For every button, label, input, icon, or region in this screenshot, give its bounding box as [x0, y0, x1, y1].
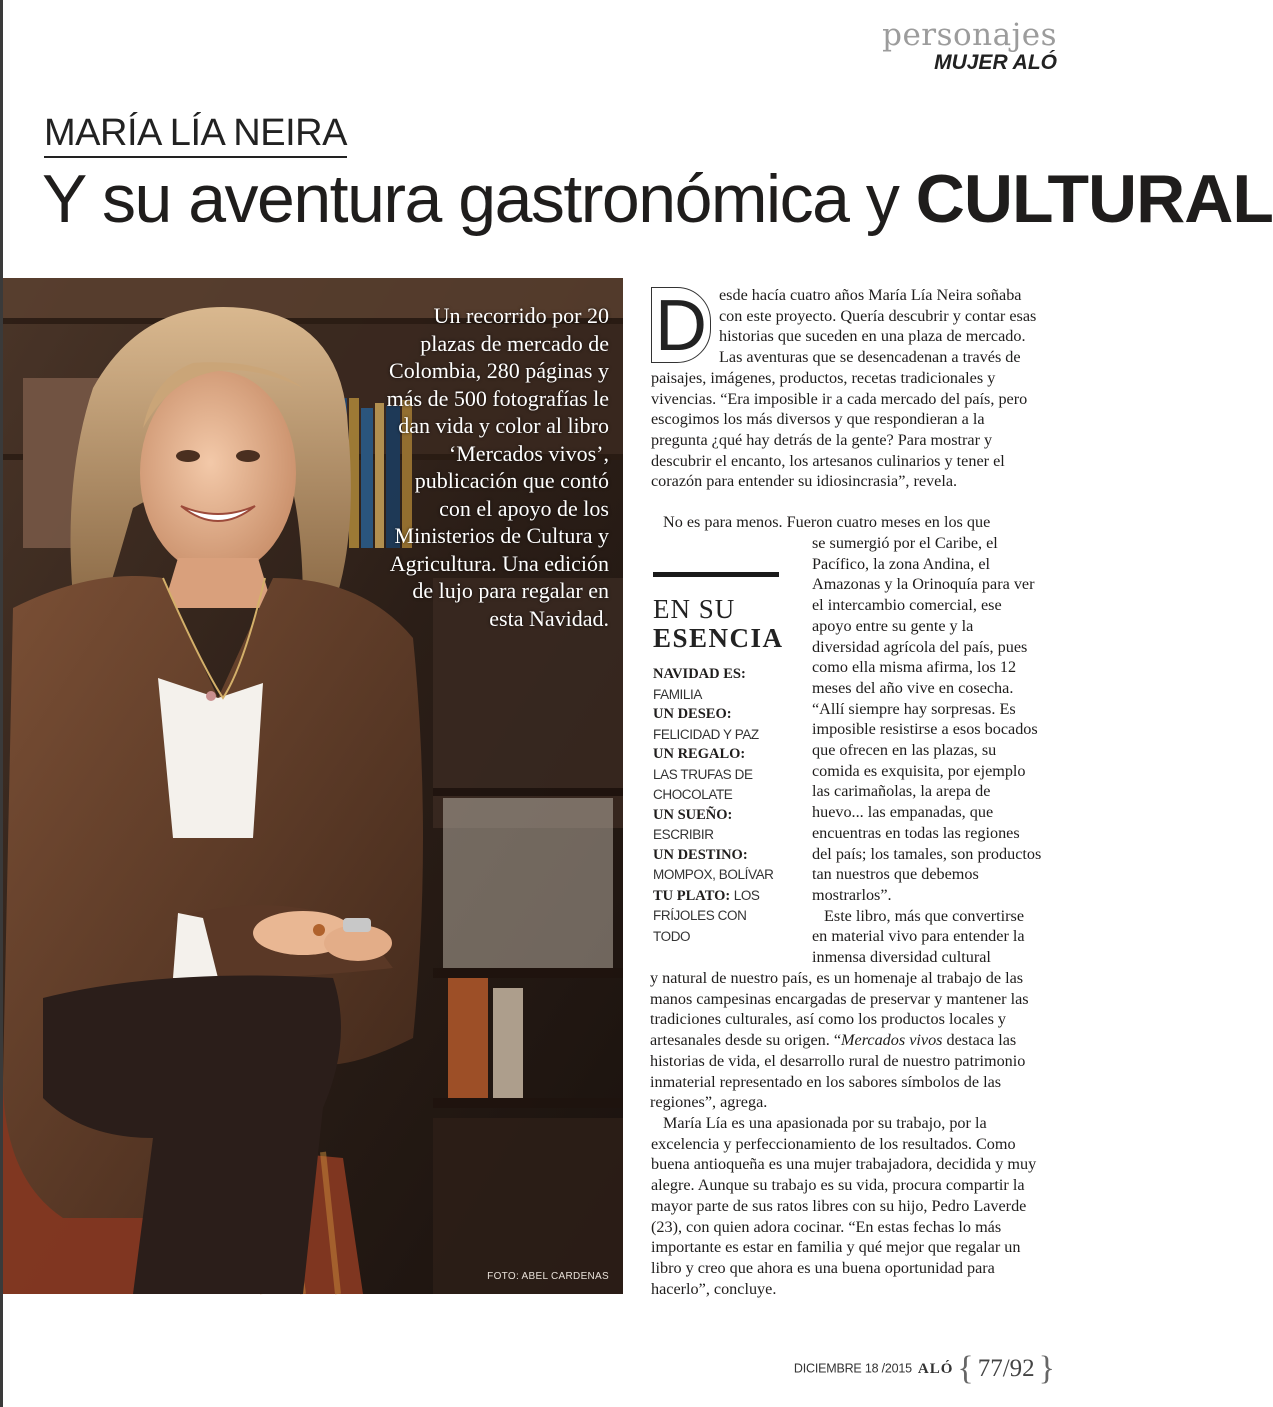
- sidebar-item: [653, 806, 781, 846]
- section-subtitle: MUJER ALÓ: [934, 51, 1057, 74]
- sidebar-top-rule: [653, 572, 779, 577]
- sidebar-item-value: LAS TRUFAS DE CHOCOLATE: [653, 766, 753, 802]
- sidebar-item-label: UN DESTINO:: [653, 846, 748, 863]
- paragraph-2c-end: destaca las historias de vida, el desarrollo rural de nuestro patrimonio inmaterial representado en los sabores símbolos de las regiones”, agrega.: [650, 1031, 1026, 1112]
- issue-date: DICIEMBRE 18 /2015: [793, 1361, 912, 1376]
- sidebar-item-label: UN SUEÑO:: [653, 806, 733, 823]
- article-headline: [42, 158, 1273, 240]
- article-paragraph-3: María Lía es una apasionada por su trabajo, por la excelencia y perfeccionamiento de los resultados. Como buena antioqueña es una mujer trabajadora, decidida y muy alegre. Aunque su trabajo es su vida, procura compartir la mayor parte de sus ratos libres con su hijo, Pedro Laverde (23), con quien adora cocinar. “En estas fechas lo más importante es estar en familia y qué mejor que regalar un libro y creo que ahora es una buena oportunidad para hacerlo”, concluye.: [651, 1114, 1037, 1298]
- sidebar-title: [653, 594, 784, 653]
- section-header: [882, 18, 1057, 74]
- article-paragraph-2-end: [650, 968, 1042, 1113]
- brace-open: {: [957, 1350, 974, 1387]
- book-title: Mercados vivos: [841, 1031, 943, 1050]
- page-number: 77/92: [977, 1355, 1035, 1382]
- sidebar-title-line-1: EN SU: [653, 594, 736, 624]
- sidebar-item-label: NAVIDAD ES:: [653, 666, 746, 682]
- paragraph-1-text: esde hacía cuatro años María Lía Neira soñaba con este proyecto. Quería descubrir y contar esas historias que suceden en una plaza de mercado. Las aventuras que se desencadenan a través de paisajes, imágenes, productos, recetas tradicionales y vivencias. “Era imposible ir a cada mercado del país, pero escogimos los más diversos y que respondieran a la pregunta ¿qué hay detrás de la gente? Para mostrar y descubrir el encanto, los artesanos culinarios y tener el corazón para entender su idiosincrasia”, revela.: [651, 286, 1037, 491]
- page-footer: [794, 1350, 1055, 1388]
- headline-bold: CULTURAL: [915, 161, 1273, 237]
- paragraph-2-text: se sumergió por el Caribe, el Pacífico, la zona Andina, el Amazonas y la Orinoquía para ver el intercambio comercial, ese apoyo entre su gente y la diversidad agrícola del país, pues como ella misma afirma, los 12 meses del año vive en cosecha. “Allí siempre hay sorpresas. Es imposible resistirse a esos bocados que ofrecen en las plazas, su comida es exquisita, por ejemplo las carimañolas, la arepa de huevo... las empanadas, que encuentras en todas las regiones del país; los tamales, son productos tan nuestros que debemos mostrarlos”.: [812, 534, 1042, 904]
- portrait-photo: [3, 278, 623, 1294]
- sidebar-item-label: TU PLATO:: [653, 887, 731, 904]
- sidebar-item-value: FELICIDAD Y PAZ: [653, 726, 759, 742]
- sidebar-title-line-2: ESENCIA: [653, 623, 784, 653]
- paragraph-2b-second: Este libro, más que convertirse en material vivo para entender la inmensa diversidad cultural: [812, 906, 1025, 967]
- section-name: personajes: [882, 17, 1057, 53]
- sidebar-box: [653, 572, 784, 947]
- article-paragraph-1: [651, 285, 1041, 492]
- article-kicker: MARÍA LÍA NEIRA: [44, 112, 347, 158]
- sidebar-item: [653, 886, 781, 948]
- sidebar-item-value: LOS FRÍJOLES CON TODO: [653, 887, 760, 944]
- sidebar-item: [653, 665, 781, 705]
- headline-light: Y su aventura gastronómica y: [42, 161, 899, 237]
- sidebar-item: [653, 846, 781, 886]
- brace-close: }: [1038, 1350, 1055, 1387]
- drop-cap: D: [651, 287, 711, 363]
- sidebar-item-value: FAMILIA: [653, 686, 702, 702]
- sidebar-item-value: ESCRIBIR: [653, 827, 714, 842]
- sidebar-item-value: MOMPOX, BOLÍVAR: [653, 867, 774, 882]
- paragraph-2c-start: y natural de nuestro país, es un homenaje al trabajo de las manos campesinas encargadas de preservar y mantener las tradiciones culturales, así como los productos locales y artesanales desde su origen. “: [650, 969, 1029, 1050]
- photo-credit: FOTO: ABEL CARDENAS: [487, 1271, 609, 1282]
- sidebar-list: [653, 665, 781, 947]
- magazine-name: ALÓ: [917, 1360, 954, 1377]
- article-paragraph-2-start: No es para menos. Fueron cuatro meses en los que: [663, 513, 991, 531]
- sidebar-item-label: UN DESEO:: [653, 706, 732, 722]
- sidebar-item-label: UN REGALO:: [653, 746, 746, 762]
- photo-caption: Un recorrido por 20 plazas de mercado de Colombia, 280 páginas y más de 500 fotografías le dan vida y color al libro ‘Mercados vivos’, publicación que contó con el apoyo de los Ministerios de Cultura y Agricultura. Una edición de lujo para regalar en esta Navidad.: [386, 303, 609, 631]
- article-paragraph-2-column: [812, 533, 1042, 968]
- sidebar-item: [653, 705, 781, 745]
- sidebar-item: [653, 745, 781, 806]
